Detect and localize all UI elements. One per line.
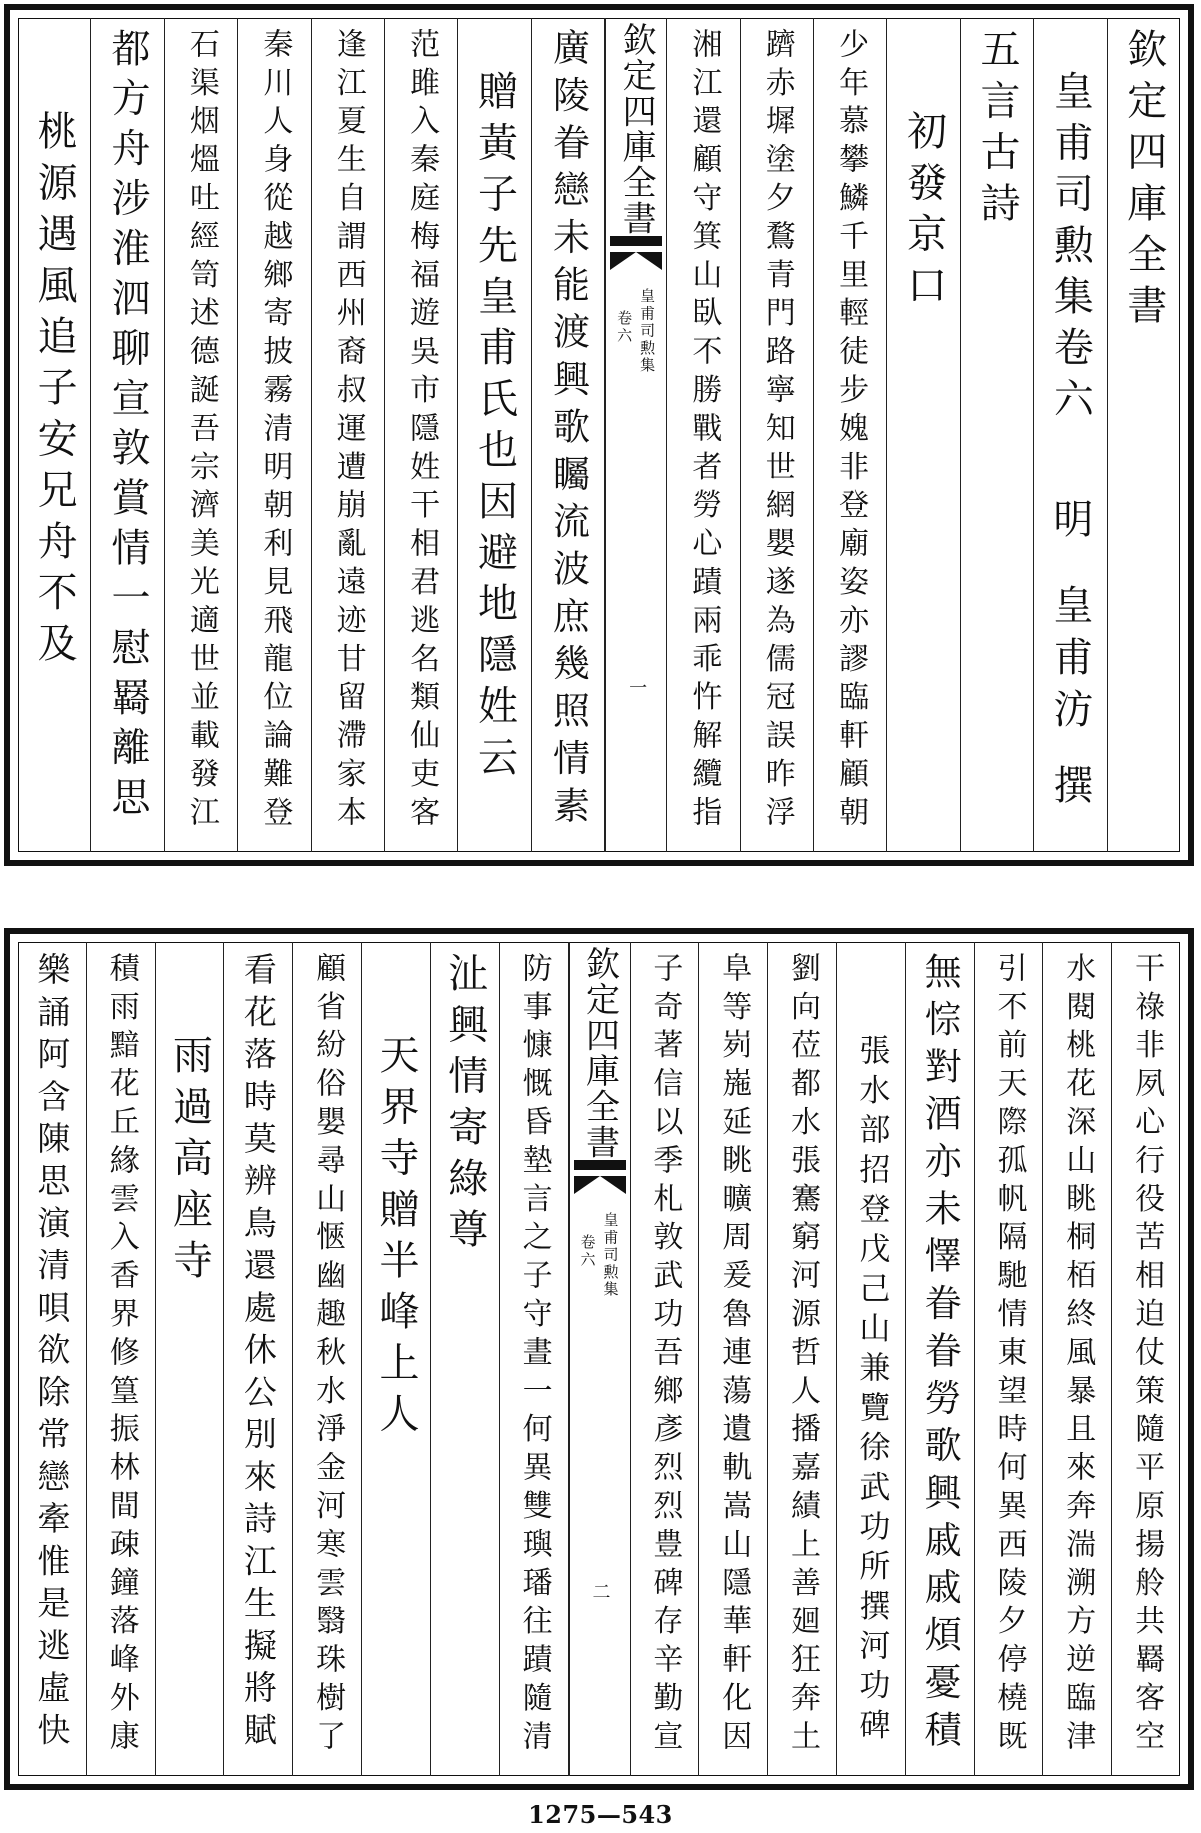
column-book-title: [1034, 18, 1107, 852]
text-column: 顧省紛俗嬰尋山愜幽趣秋水淨金河寒雲翳珠樹了: [293, 942, 362, 1776]
leaf-number: 二: [589, 1582, 611, 1600]
text-column: 干祿非夙心行役苦相迫仗策隨平原揚舲共羇客空: [1129, 952, 1165, 1759]
center-fold-column: [569, 942, 631, 1776]
text-columns: [18, 942, 1180, 1776]
poem-title: 初發京口: [900, 110, 947, 315]
text-column: 秦川人身從越鄉寄披霧清明朝利見飛龍位論難登: [238, 18, 311, 852]
center-book-info: 皇甫司勲集 卷六: [578, 1212, 620, 1299]
text-column: 桃源遇風追子安兄舟不及: [18, 18, 91, 852]
text-column: 躋赤墀塗夕鶩青門路寧知世網嬰遂為儒冠誤昨浮: [741, 18, 814, 852]
book-title: 皇甫司勲集卷六: [1047, 70, 1094, 429]
genre-heading: 五言古詩: [973, 28, 1020, 233]
page-leaf-2: [4, 928, 1194, 1790]
text-column: 防事慷慨昏墊言之子守晝一何異雙璵璠往蹟隨清: [500, 942, 569, 1776]
center-fold-column: [605, 18, 667, 852]
text-column: 看花落時莫辨鳥還處休公別來詩江生擬將賦: [224, 942, 293, 1776]
author-action: 撰: [1046, 764, 1093, 816]
text-column: 石渠烟熅吐經笥述德誕吾宗濟美光適世並載發江: [165, 18, 238, 852]
text-column: 廣陵眷戀未能渡興歌矚流波庶幾照情素: [532, 18, 605, 852]
text-column: 贈黃子先皇甫氏也因避地隱姓云: [458, 18, 531, 852]
column-genre: [961, 18, 1034, 852]
poem-title: 雨過高座寺: [156, 942, 225, 1776]
text-column: 阜等峛崺延眺曠周爰魯連蕩遺軌嵩山隱華軒化因: [699, 942, 768, 1776]
column-title: [1108, 18, 1180, 852]
text-column: 引不前天際孤帆隔馳情東望時何異西陵夕停橈既: [975, 942, 1044, 1776]
leaf-number: 一: [626, 678, 648, 696]
text-column: 沚興情寄綠尊: [431, 942, 500, 1776]
text-column: 子奇著信以季札敦武功吾鄉彥烈烈豊碑存辛勤宣: [631, 942, 700, 1776]
text-column: 劉向莅都水張騫窮河源哲人播嘉績上善廻狂奔土: [768, 942, 837, 1776]
text-column: 湘江還顧守箕山臥不勝戰者勞心蹟兩乖忤解纜指: [667, 18, 740, 852]
poem-title: 天界寺贈半峰上人: [362, 942, 431, 1776]
author-dynasty: 明: [1046, 498, 1093, 550]
fish-tail-mark: [610, 236, 662, 246]
text-column: 范雎入秦庭梅福遊吳市隱姓干相君逃名類仙吏客: [385, 18, 458, 852]
page-leaf-1: [4, 4, 1194, 866]
center-label: 欽定四庫全書: [616, 22, 657, 237]
fish-tail-mark: [574, 1160, 626, 1170]
page-footer-number: 1275—543: [528, 1800, 673, 1829]
author-byline: [1042, 498, 1099, 816]
author-name: 皇甫汸: [1046, 584, 1093, 740]
text-column: 樂誦阿含陳思演清唄欲除常戀牽惟是逃虛快: [18, 942, 87, 1776]
collection-title: 欽定四庫全書: [1120, 28, 1167, 336]
center-label: 欽定四庫全書: [579, 946, 620, 1161]
text-column: 都方舟涉淮泗聊宣敦賞情一慰羇離思: [91, 18, 164, 852]
text-column: 水閱桃花深山眺桐栢終風暴且來奔湍溯方逆臨津: [1043, 942, 1112, 1776]
text-column: 逢江夏生自謂西州裔叔運遭崩亂遠迹甘留滯家本: [312, 18, 385, 852]
column-poem-title: [887, 18, 960, 852]
center-book-info: 皇甫司勲集 卷六: [615, 288, 657, 375]
text-columns: [18, 18, 1180, 852]
text-column: 積雨黯花丘緣雲入香界修篁振林間疎鐘落峰外康: [87, 942, 156, 1776]
text-column: 無悰對酒亦未懌眷眷勞歌興戚戚煩憂積: [906, 942, 975, 1776]
text-column: 少年慕攀鱗千里輕徒步媿非登廟姿亦謬臨軒顧朝: [814, 18, 887, 852]
poem-title: 張水部招登戊己山兼覽徐武功所撰河功碑: [837, 942, 906, 1776]
